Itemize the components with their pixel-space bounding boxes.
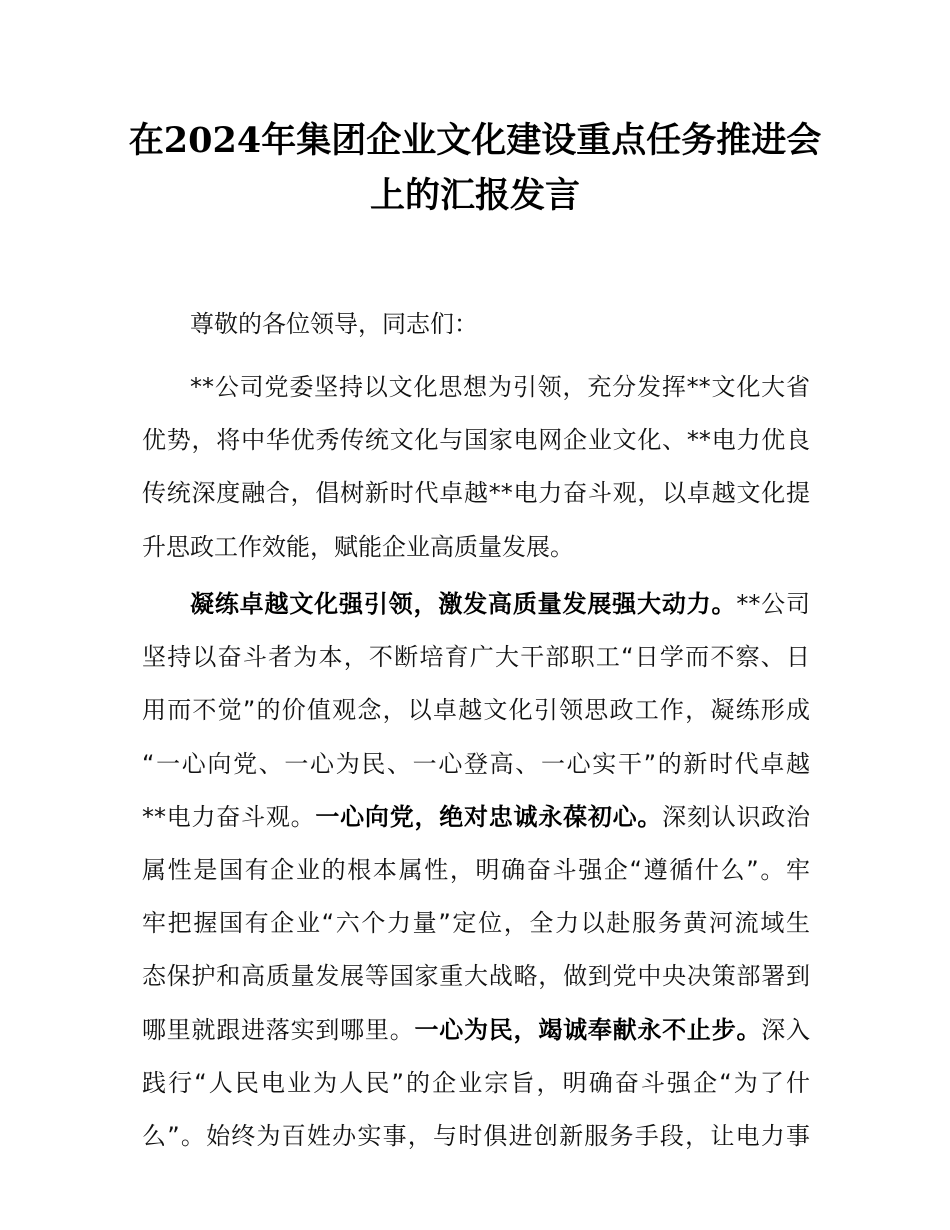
paragraph-1-line-1: **公司党委坚持以文化思想为引领，充分发挥**文化大省 — [190, 373, 810, 401]
paragraph-2-line-9-rest: 深入 — [761, 1015, 811, 1044]
paragraph-1-line-4: 升思政工作效能，赋能企业高质量发展。 — [142, 532, 574, 561]
paragraph-1-line-2: 优势，将中华优秀传统文化与国家电网企业文化、**电力优良 — [142, 426, 810, 455]
subheading-people: 一心为民，竭诚奉献永不止步。 — [414, 1015, 762, 1044]
paragraph-2-line-9-pre: 哪里就跟进落实到哪里。 — [142, 1015, 415, 1044]
paragraph-2-line-5 — [142, 791, 810, 844]
title-line-2: 上的汇报发言 — [369, 175, 580, 216]
title-line-1: 在2024年集团企业文化建设重点任务推进会 — [128, 120, 822, 161]
paragraph-2-line-4: “一心向党、一心为民、一心登高、一心实干”的新时代卓越 — [142, 749, 810, 778]
paragraph-2 — [142, 578, 810, 1163]
paragraph-2-line-2: 坚持以奋斗者为本，不断培育广大干部职工“日学而不察、日 — [142, 643, 810, 672]
section-heading: 凝练卓越文化强引领，激发高质量发展强大动力。 — [190, 590, 737, 618]
paragraph-2-line-6: 属性是国有企业的根本属性，明确奋斗强企“遵循什么”。牢 — [142, 855, 810, 884]
paragraph-2-line-8: 态保护和高质量发展等国家重大战略，做到党中央决策部署到 — [142, 962, 810, 991]
paragraph-2-line-3: 用而不觉”的价值观念，以卓越文化引领思政工作，凝练形成 — [142, 696, 810, 725]
greeting: 尊敬的各位领导，同志们： — [190, 310, 478, 338]
paragraph-2-line-1-rest: **公司 — [736, 590, 811, 618]
paragraph-2-line-5-pre: **电力奋斗观。 — [142, 802, 316, 831]
paragraph-2-line-1 — [142, 578, 810, 631]
paragraph-1-line-3: 传统深度融合，倡树新时代卓越**电力奋斗观，以卓越文化提 — [142, 479, 810, 508]
document-title — [120, 113, 830, 223]
paragraph-2-line-9 — [142, 1004, 810, 1057]
paragraph-2-line-7: 牢把握国有企业“六个力量”定位，全力以赴服务黄河流域生 — [142, 909, 810, 938]
paragraph-2-line-5-rest: 深刻认识政治 — [662, 802, 811, 831]
paragraph-2-line-11: 么”。始终为百姓办实事，与时俱进创新服务手段，让电力事 — [142, 1121, 810, 1150]
subheading-loyalty: 一心向党，绝对忠诚永葆初心。 — [315, 802, 663, 831]
paragraph-2-line-10: 践行“人民电业为人民”的企业宗旨，明确奋斗强企“为了什 — [142, 1068, 810, 1097]
paragraph-1 — [142, 361, 810, 574]
